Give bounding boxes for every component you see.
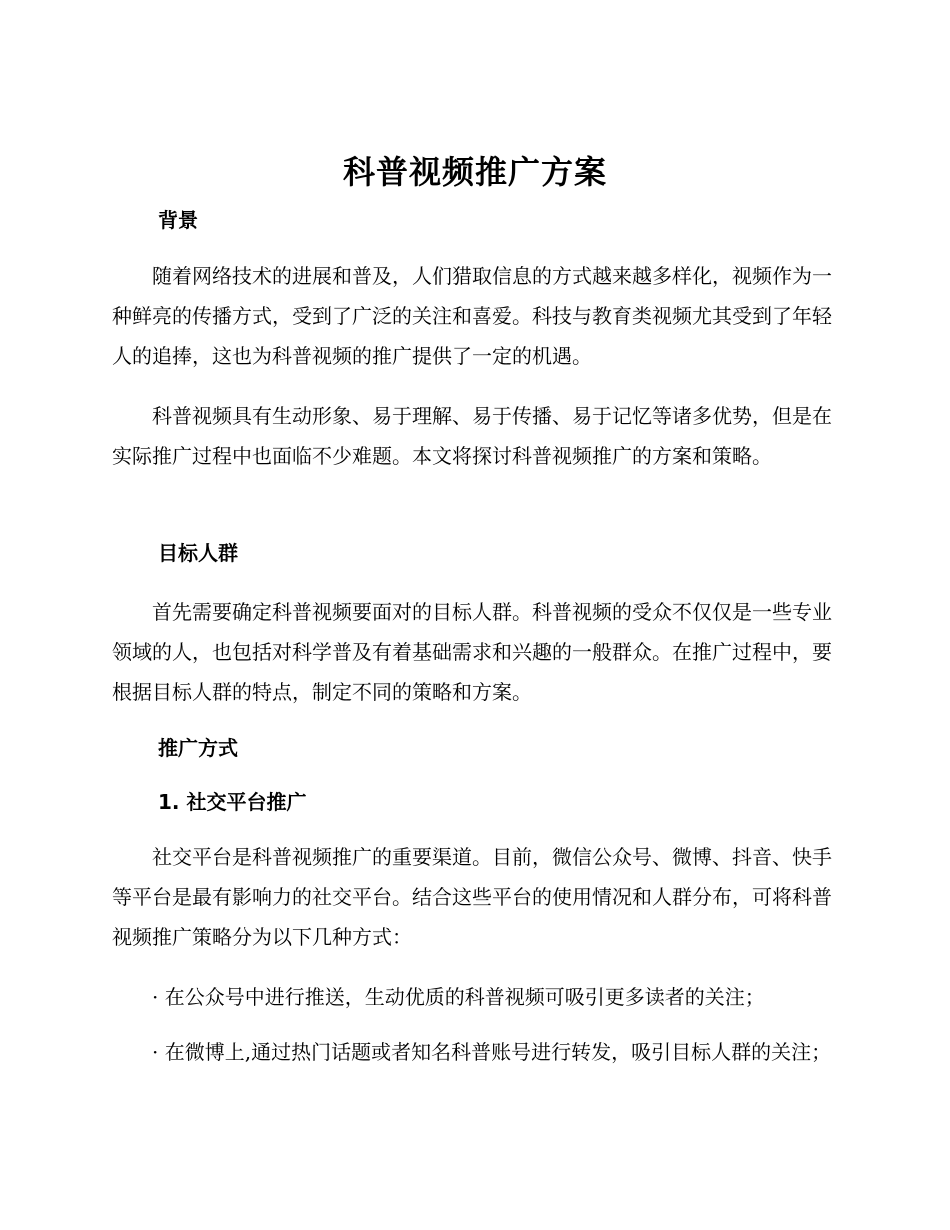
bullet-item-1: · 在公众号中进行推送，生动优质的科普视频可吸引更多读者的关注；	[152, 985, 765, 1009]
subsection-heading-social: 1. 社交平台推广	[158, 790, 307, 814]
document-title: 科普视频推广方案	[342, 153, 607, 191]
section-heading-methods: 推广方式	[158, 736, 238, 760]
section-heading-background: 背景	[158, 208, 198, 232]
bullet-item-2: · 在微博上,通过热门话题或者知名科普账号进行转发，吸引目标人群的关注；	[152, 1040, 832, 1064]
paragraph-background-1: 随着网络技术的进展和普及，人们猎取信息的方式越来越多样化，视频作为一种鲜亮的传播方式，受到了广泛的关注和喜爱。科技与教育类视频尤其受到了年轻人的追捧，这也为科普视频的推广提供了一定的机遇。	[112, 264, 832, 368]
paragraph-social-1: 社交平台是科普视频推广的重要渠道。目前，微信公众号、微博、抖音、快手等平台是最有影响力的社交平台。结合这些平台的使用情况和人群分布，可将科普视频推广策略分为以下几种方式：	[112, 845, 832, 949]
paragraph-target-1: 首先需要确定科普视频要面对的目标人群。科普视频的受众不仅仅是一些专业领域的人，也包括对科学普及有着基础需求和兴趣的一般群众。在推广过程中，要根据目标人群的特点，制定不同的策略和方案。	[112, 600, 832, 704]
section-heading-target: 目标人群	[158, 541, 238, 565]
paragraph-background-2: 科普视频具有生动形象、易于理解、易于传播、易于记忆等诸多优势，但是在实际推广过程中也面临不少难题。本文将探讨科普视频推广的方案和策略。	[112, 404, 832, 468]
